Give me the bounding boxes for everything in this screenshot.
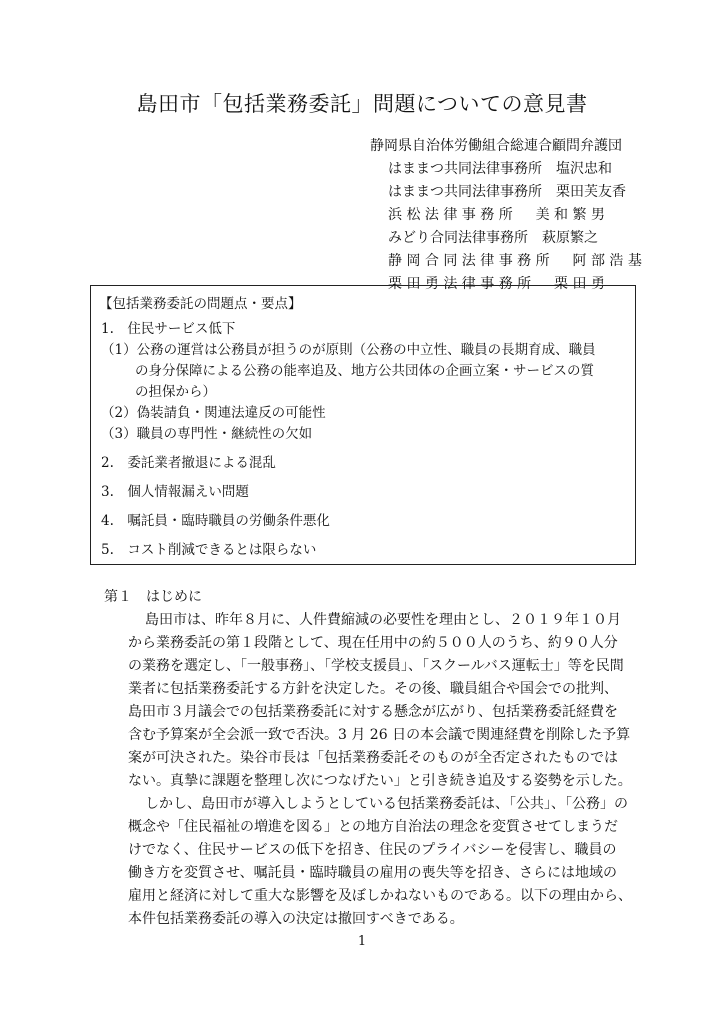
summary-item: （3）職員の専門性・継続性の欠如 (101, 426, 313, 442)
paragraph-line: 含む予算案が全会派一致で否決。3 月 26 日の本会議で関連経費を削除した予算 (128, 727, 631, 743)
summary-heading: 【包括業務委託の問題点・要点】 (99, 296, 302, 312)
paragraph-line: 業者に包括業務委託する方針を決定した。その後、職員組合や国会での批判、 (128, 681, 618, 697)
page-number: 1 (357, 934, 367, 949)
summary-box (90, 285, 636, 565)
summary-item: 3. 個人情報漏えい問題 (101, 484, 249, 500)
author-line: 栗 田 勇 法 律 事 務 所 栗 田 勇 (388, 276, 605, 292)
summary-item: 5. コスト削減できるとは限らない (101, 542, 317, 558)
summary-item: 4. 嘱託員・臨時職員の労働条件悪化 (101, 513, 330, 529)
paragraph-line: けでなく、住民サービスの低下を招き、住民のプライバシーを侵害し、職員の (128, 842, 617, 858)
paragraph-line: 雇用と経済に対して重大な影響を及ぼしかねないものである。以下の理由から、 (128, 888, 632, 904)
paragraph-line: 案が可決された。染谷市長は「包括業務委託そのものが全否定されたものでは (128, 750, 618, 766)
author-line: 浜 松 法 律 事 務 所 美 和 繁 男 (388, 207, 605, 223)
paragraph-line: から業務委託の第１段階として、現在任用中の約５００人のうち、約９０人分 (128, 635, 618, 651)
document-title: 島田市「包括業務委託」問題についての意見書 (136, 92, 588, 116)
summary-item: 1. 住民サービス低下 (101, 321, 236, 337)
paragraph-line: 概念や「住民福祉の増進を図る」との地方自治法の理念を変質させてしまうだ (128, 819, 618, 835)
section-heading: 第１ はじめに (104, 589, 202, 605)
author-line: はままつ共同法律事務所 塩沢忠和 (388, 161, 612, 177)
summary-item: の担保から） (135, 384, 216, 400)
author-line: はままつ共同法律事務所 栗田芙友香 (388, 184, 626, 200)
summary-item: （1）公務の運営は公務員が担うのが原則（公務の中立性、職員の長期育成、職員 (101, 342, 596, 358)
summary-item: の身分保障による公務の能率追及、地方公共団体の企画立案・サービスの質 (135, 363, 594, 379)
author-line: 静 岡 合 同 法 律 事 務 所 阿 部 浩 基 (388, 253, 642, 269)
summary-item: 2. 委託業者撤退による混乱 (101, 455, 276, 471)
author-line: みどり合同法律事務所 萩原繁之 (388, 230, 598, 246)
author-line: 静岡県自治体労働組合総連合顧問弁護団 (370, 138, 622, 154)
paragraph-line: 働き方を変質させ、嘱託員・臨時職員の雇用の喪失等を招き、さらには地域の (128, 865, 618, 881)
summary-item: （2）偽装請負・関連法違反の可能性 (101, 405, 326, 421)
paragraph-line: ない。真摯に課題を整理し次につなげたい」と引き続き追及する姿勢を示した。 (128, 773, 632, 789)
paragraph-line: 本件包括業務委託の導入の決定は撤回すべきである。 (128, 911, 464, 927)
paragraph-line: の業務を選定し、「一般事務」、「学校支援員」、「スクールバス運転士」等を民間 (128, 658, 624, 674)
paragraph-line: 島田市は、昨年８月に、人件費縮減の必要性を理由とし、２０１９年１０月 (145, 612, 621, 628)
paragraph-line: 島田市３月議会での包括業務委託に対する懸念が広がり、包括業務委託経費を (128, 704, 618, 720)
paragraph-line: しかし、島田市が導入しようとしている包括業務委託は、「公共」、「公務」の (145, 796, 628, 812)
